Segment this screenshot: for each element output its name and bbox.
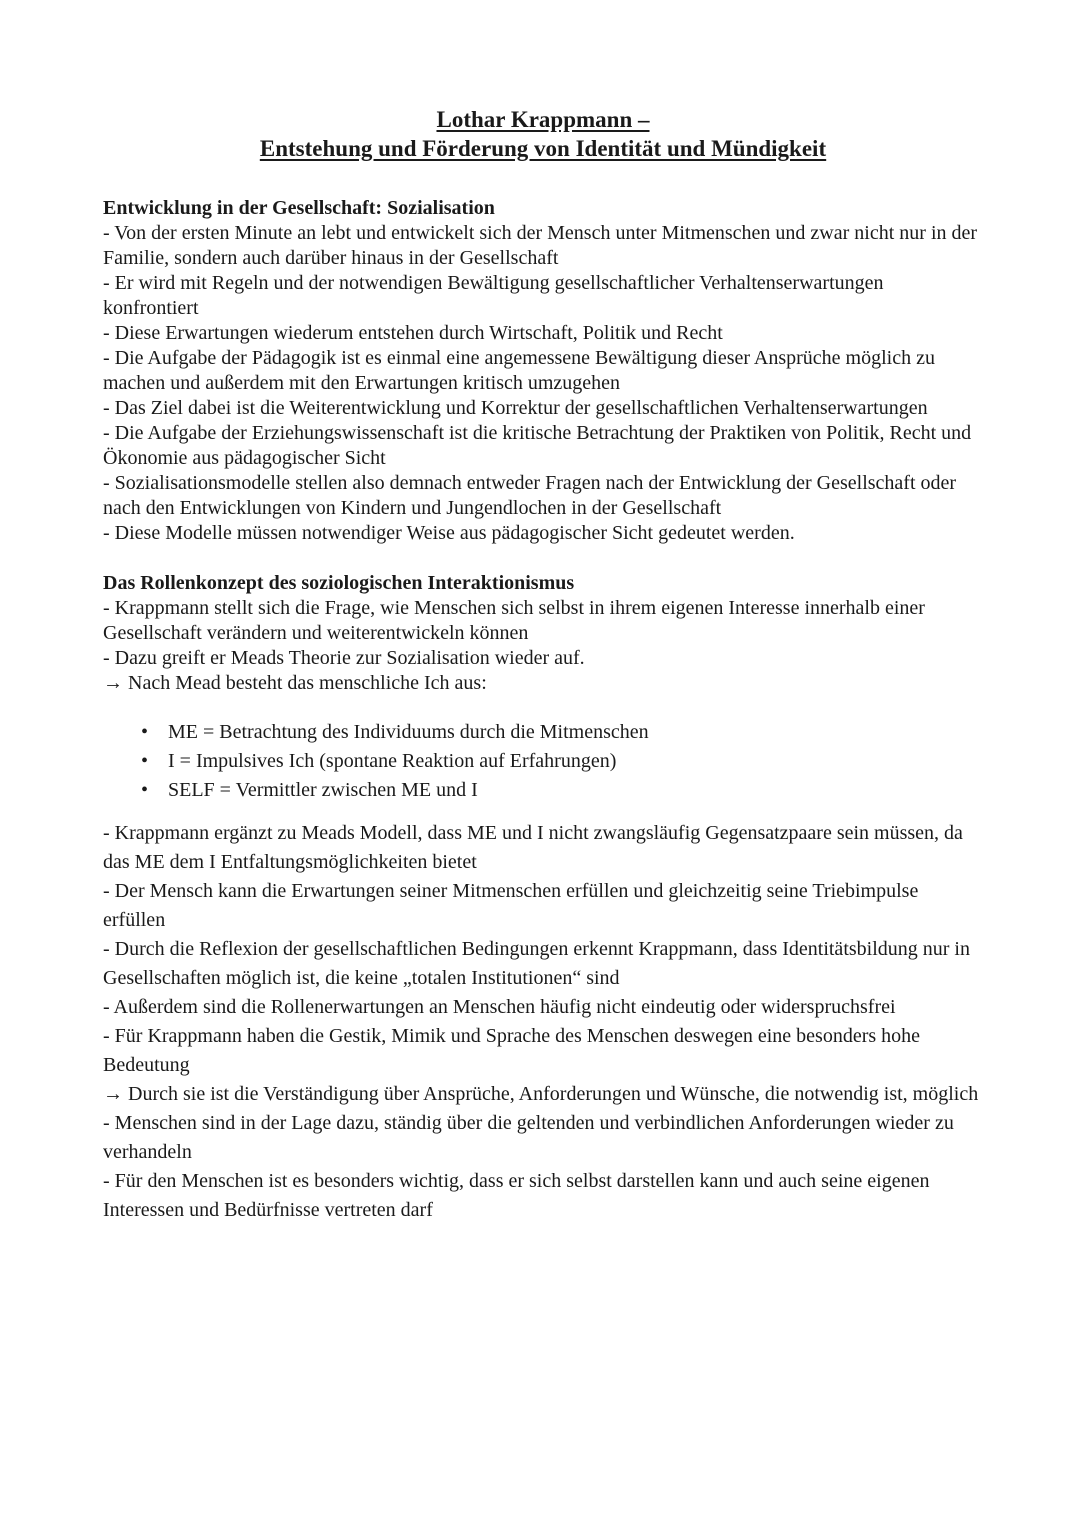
paragraph-line: - Von der ersten Minute an lebt und entwickelt sich der Mensch unter Mitmenschen und zwar nicht nur in der Familie, sondern auch darüber hinaus in der Gesellschaft <box>103 222 978 269</box>
spacer <box>103 546 983 571</box>
paragraph-line: - Die Aufgabe der Erziehungswissenschaft ist die kritische Betrachtung der Praktiken von Politik, Recht und Ökonomie aus pädagogischer Sicht <box>103 422 972 469</box>
title-line-1: Lothar Krappmann – <box>436 107 650 132</box>
mead-components-list <box>103 718 983 805</box>
bullet-icon: • <box>141 721 149 743</box>
paragraph-line: - Krappmann stellt sich die Frage, wie Menschen sich selbst in ihrem eigenen Interesse innerhalb einer Gesellschaft verändern und weiterentwickeln können <box>103 597 925 644</box>
section-rollenkonzept <box>103 571 983 1225</box>
list-item: • I = Impulsives Ich (spontane Reaktion auf Erfahrungen) <box>141 747 983 776</box>
paragraph-line: - Durch die Reflexion der gesellschaftlichen Bedingungen erkennt Krappmann, dass Identitätsbildung nur in Gesellschaften möglich ist, die keine „totalen Institutionen“ sind <box>103 938 970 989</box>
spacer <box>103 805 983 819</box>
bullet-icon: • <box>141 779 149 801</box>
paragraph-line: - Diese Erwartungen wiederum entstehen durch Wirtschaft, Politik und Recht <box>103 322 723 344</box>
spacer <box>103 163 983 196</box>
paragraph-line: → Durch sie ist die Verständigung über Ansprüche, Anforderungen und Wünsche, die notwendig ist, möglich <box>103 1083 979 1105</box>
document-page <box>103 105 983 1225</box>
list-item: • ME = Betrachtung des Individuums durch die Mitmenschen <box>141 718 983 747</box>
section-heading: Entwicklung in der Gesellschaft: Sozialisation <box>103 197 495 219</box>
paragraph-line: - Menschen sind in der Lage dazu, ständig über die geltenden und verbindlichen Anforderungen wieder zu verhandeln <box>103 1112 954 1163</box>
paragraph-line: - Diese Modelle müssen notwendiger Weise aus pädagogischer Sicht gedeutet werden. <box>103 522 795 544</box>
title-line-2: Entstehung und Förderung von Identität und Mündigkeit <box>259 136 827 161</box>
paragraph-line: - Sozialisationsmodelle stellen also demnach entweder Fragen nach der Entwicklung der Gesellschaft oder nach den Entwicklungen von Kindern und Jungendlochen in der Gesellschaft <box>103 472 957 519</box>
paragraph-line: - Krappmann ergänzt zu Meads Modell, dass ME und I nicht zwangsläufig Gegensatzpaare sein müssen, da das ME dem I Entfaltungsmöglichkeiten bietet <box>103 822 963 873</box>
spacer <box>103 696 983 718</box>
paragraph-line: - Für Krappmann haben die Gestik, Mimik und Sprache des Menschen deswegen eine besonders hohe Bedeutung <box>103 1025 921 1076</box>
paragraph-line: - Für den Menschen ist es besonders wichtig, dass er sich selbst darstellen kann und auch seine eigenen Interessen und Bedürfnisse vertreten darf <box>103 1170 930 1221</box>
paragraph-line: - Der Mensch kann die Erwartungen seiner Mitmenschen erfüllen und gleichzeitig seine Triebimpulse erfüllen <box>103 880 919 931</box>
paragraph-line: → Nach Mead besteht das menschliche Ich aus: <box>103 672 487 694</box>
section-sozialisation <box>103 196 983 546</box>
paragraph-line: - Dazu greift er Meads Theorie zur Sozialisation wieder auf. <box>103 647 585 669</box>
bullet-icon: • <box>141 750 149 772</box>
paragraph-line: - Außerdem sind die Rollenerwartungen an Menschen häufig nicht eindeutig oder widerspruchsfrei <box>103 996 896 1018</box>
paragraph-line: - Die Aufgabe der Pädagogik ist es einmal eine angemessene Bewältigung dieser Ansprüche möglich zu machen und außerdem mit den Erwartungen kritisch umzugehen <box>103 347 935 394</box>
paragraph-line: - Das Ziel dabei ist die Weiterentwicklung und Korrektur der gesellschaftlichen Verhaltenserwartungen <box>103 397 928 419</box>
list-item: • SELF = Vermittler zwischen ME und I <box>141 776 983 805</box>
document-title <box>103 105 983 163</box>
paragraph-line: - Er wird mit Regeln und der notwendigen Bewältigung gesellschaftlicher Verhaltenserwartungen konfrontiert <box>103 272 884 319</box>
section-heading: Das Rollenkonzept des soziologischen Interaktionismus <box>103 572 575 594</box>
